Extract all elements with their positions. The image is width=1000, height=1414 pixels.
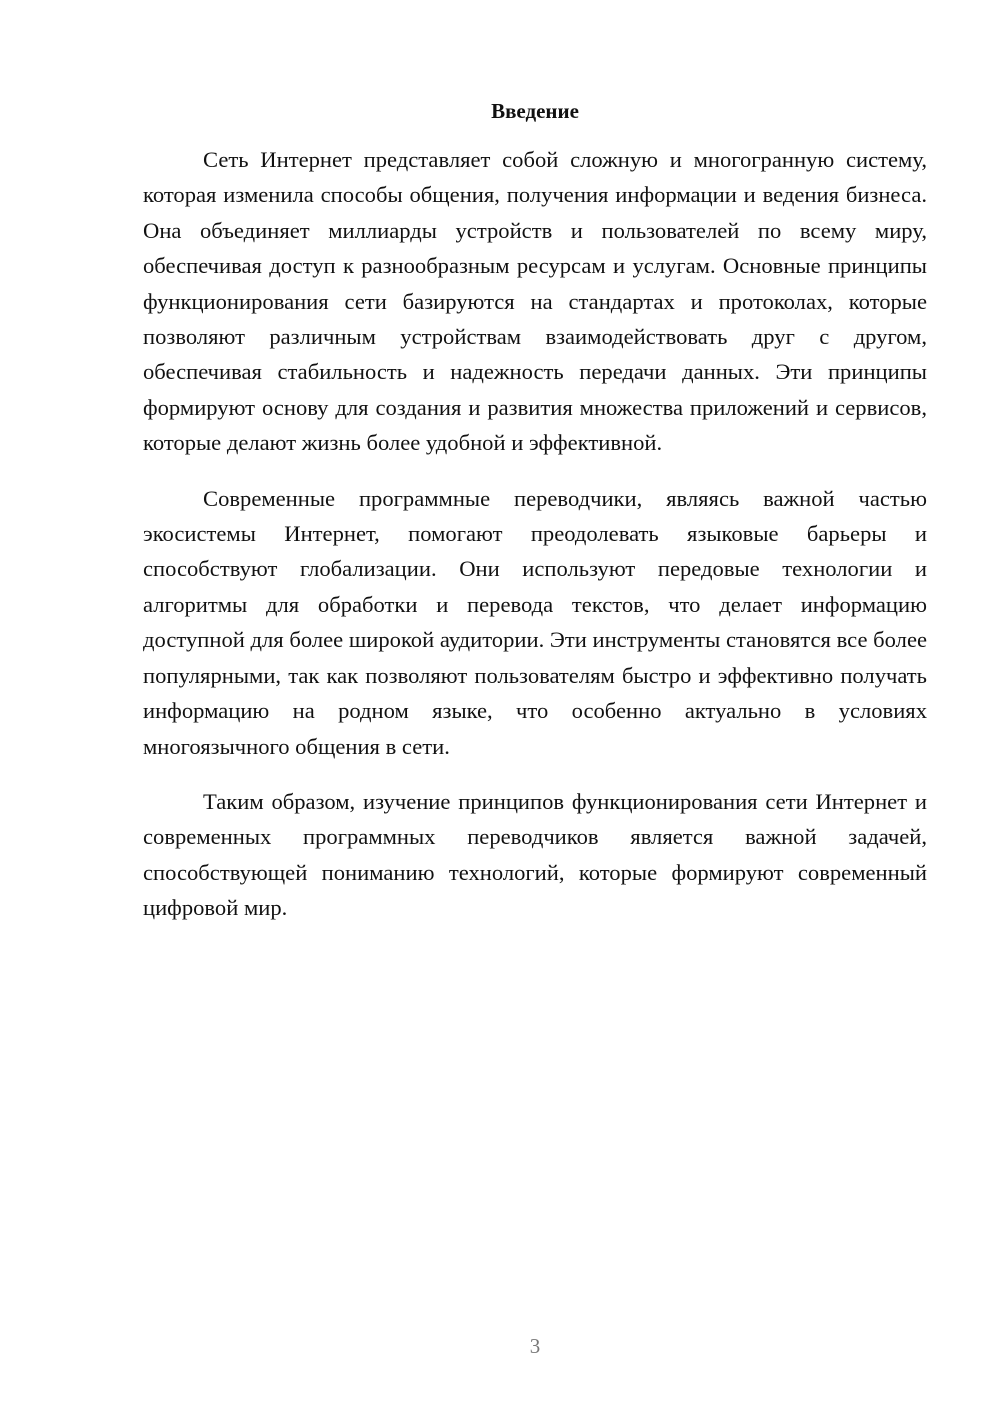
section-title: Введение bbox=[491, 99, 579, 123]
body-text bbox=[143, 142, 927, 946]
page-number: 3 bbox=[529, 1334, 541, 1358]
paragraph: Сеть Интернет представляет собой сложную и многогранную систему, которая изменила способы общения, получения информации и ведения бизнеса. Она объединяет миллиарды устройств и пользователей по всему миру, обеспечивая доступ к разнообразным ресурсам и услугам. Основные принципы функционирования сети базируются на стандартах и протоколах, которые позволяют различным устройствам взаимодействовать друг с другом, обеспечивая стабильность и надежность передачи данных. Эти принципы формируют основу для создания и развития множества приложений и сервисов, которые делают жизнь более удобной и эффективной. bbox=[143, 147, 927, 456]
paragraph: Таким образом, изучение принципов функционирования сети Интернет и современных программных переводчиков является важной задачей, способствующей пониманию технологий, которые формируют современный цифровой мир. bbox=[143, 788, 927, 921]
paragraph: Современные программные переводчики, являясь важной частью экосистемы Интернет, помогают преодолевать языковые барьеры и способствуют глобализации. Они используют передовые технологии и алгоритмы для обработки и перевода текстов, что делает информацию доступной для более широкой аудитории. Эти инструменты становятся все более популярными, так как позволяют пользователям быстро и эффективно получать информацию на родном языке, что особенно актуально в условиях многоязычного общения в сети. bbox=[143, 485, 927, 759]
